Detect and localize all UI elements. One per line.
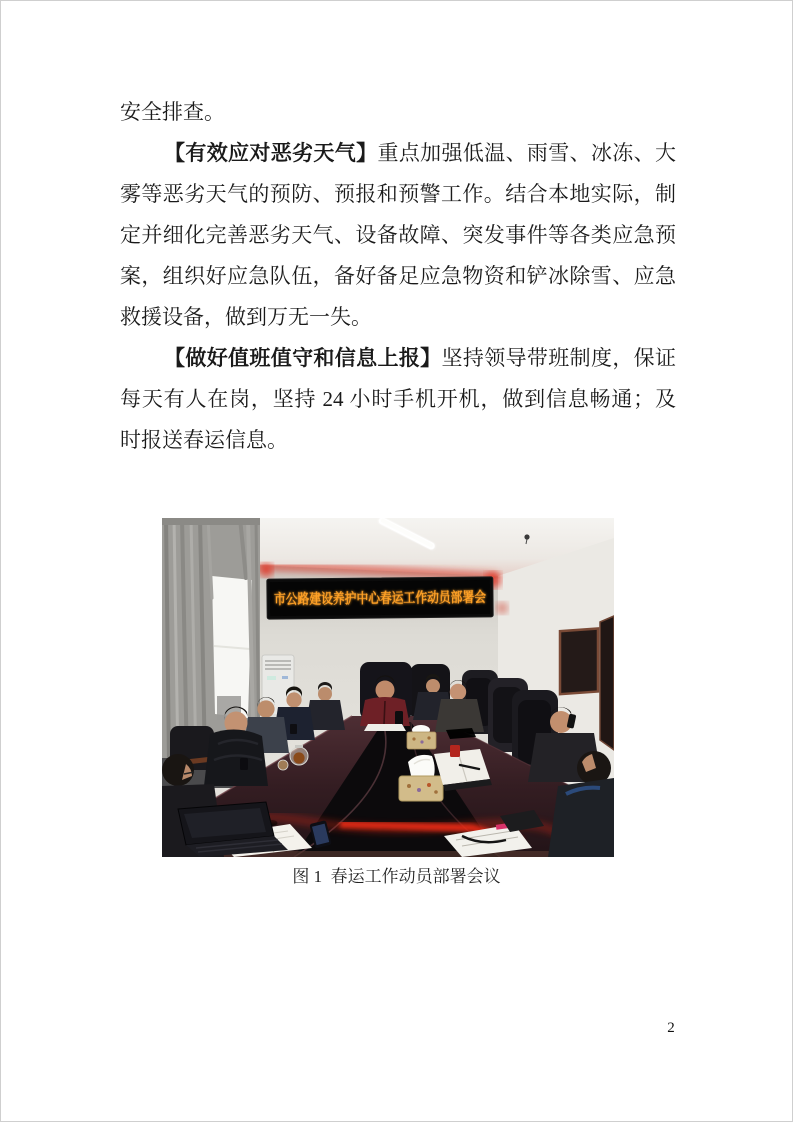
paragraph-line: 救援设备，做到万无一失。 [120,305,372,329]
door [600,616,614,750]
paragraph-line: 雾等恶劣天气的预防、预报和预警工作。结合本地实际，制 [120,182,676,206]
body-text [120,92,676,461]
meeting-photo [162,518,614,857]
paragraph-line: 定并细化完善恶劣天气、设备故障、突发事件等各类应急预 [120,223,676,247]
paragraph-line [120,133,676,174]
bold-heading: 【做好值班值守和信息上报】 [164,346,442,370]
red-cup [450,745,460,757]
figure-caption: 图 1 春运工作动员部署会议 [292,867,501,886]
banner-text: 市公路建设养护中心春运工作动员部署会 [273,588,527,608]
paragraph-line: 案，组织好应急队伍，备好备足应急物资和铲冰除雪、应急 [120,264,676,288]
paragraph-line: 时报送春运信息。 [120,428,288,452]
led-banner [267,577,527,619]
person-head-of-table [360,662,412,731]
paragraph-line [120,338,676,379]
paragraph-text: 重点加强低温、雨雪、冰冻、大 [377,141,677,165]
page-number: 2 [667,1020,675,1036]
paragraph-text: 坚持领导带班制度，保证 [441,346,677,370]
wall-frame [560,629,598,695]
paragraph-line: 每天有人在岗，坚持 24 小时手机开机，做到信息畅通；及 [120,387,676,411]
bold-heading: 【有效应对恶劣天气】 [164,141,378,165]
paragraph-line: 安全排查。 [120,100,225,124]
